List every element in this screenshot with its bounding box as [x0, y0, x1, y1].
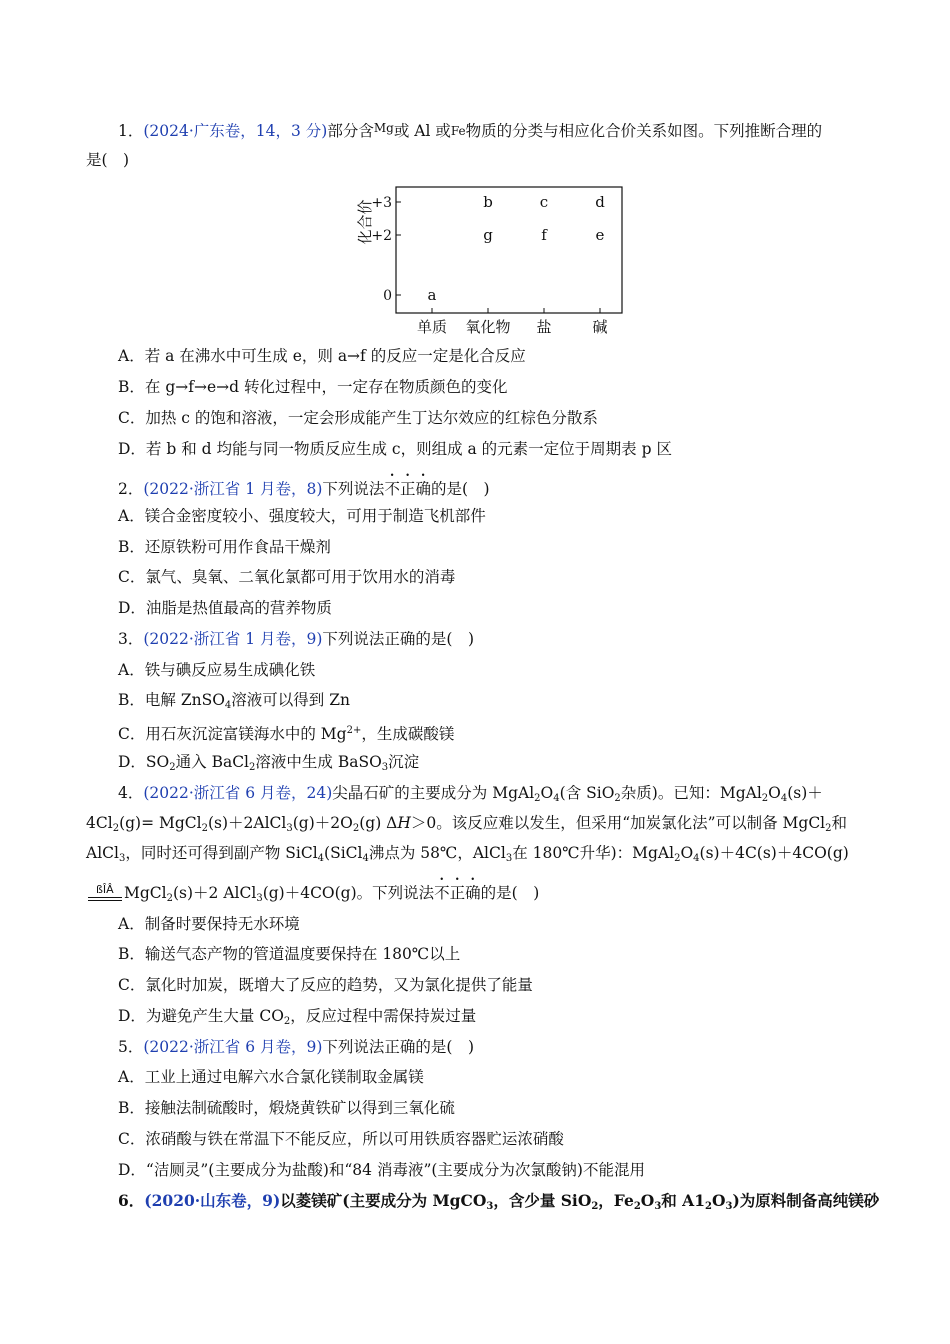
q4-stem-line3: AlCl$_3$，同时还可得到副产物 SiCl$_4$(SiCl$_4$沸点为 58℃，AlCl$_3$在 180℃升华)：$MgAl_2O_4(s)+4C(s)+4CO(g)$	[86, 844, 849, 864]
q2-option-b: B．还原铁粉可用作食品干燥剂	[118, 538, 331, 556]
q2-stem	[118, 471, 490, 499]
q5-source: (2022·浙江省 6 月卷，9)	[143, 1038, 323, 1056]
q1-text2: 或 Al 或	[393, 122, 451, 140]
chart-xtick-label: 氧化物	[465, 318, 511, 336]
q1-source: (2024·广东卷，14，3 分)	[143, 122, 328, 140]
q1-option-b: B．在 g→f→e→d 转化过程中，一定存在物质颜色的变化	[118, 378, 508, 396]
chart-xtick-label: 单质	[416, 318, 448, 336]
q1-option-d: D．若 b 和 d 均能与同一物质反应生成 c，则组成 a 的元素一定位于周期表 p 区	[118, 440, 672, 458]
q4-number: 4．	[118, 784, 144, 802]
q1-stem-cont: 是( )	[86, 151, 130, 169]
q3-source: (2022·浙江省 1 月卷，9)	[143, 630, 323, 648]
reaction-condition: ßÎÂ	[96, 883, 114, 896]
q4-stem-line2: $4Cl_2(g)=$ $MgCl_2(s)+2AlCl_3(g)+2O_2(g)$ ΔH＞0。该反应难以发生，但采用“加炭氯化法”可以制备 MgCl$_2$和	[86, 814, 848, 834]
q2-emphasis: 不正确	[384, 480, 431, 498]
q1-option-a: A．若 a 在沸水中可生成 e，则 a→f 的反应一定是化合反应	[118, 347, 526, 365]
chart-xtick-label: 碱	[592, 318, 608, 336]
q1-number: 1．	[118, 122, 144, 140]
q3-number: 3．	[118, 630, 144, 648]
q4-option-b: B．输送气态产物的管道温度要保持在 180℃以上	[118, 945, 461, 963]
q1-option-c: C．加热 c 的饱和溶液，一定会形成能产生丁达尔效应的红棕色分散系	[118, 409, 598, 427]
q5-number: 5．	[118, 1038, 144, 1056]
chart-point-b: b	[483, 193, 493, 211]
chart-ytick-label: +3	[371, 195, 392, 211]
q4-option-a: A．制备时要保持无水环境	[118, 915, 300, 933]
q1-fe: Fe	[450, 124, 466, 138]
q4-source: (2022·浙江省 6 月卷，24)	[143, 784, 333, 802]
q4-stem-line4: ßÎÂ MgCl$_2$(s)＋2 AlCl$_3$(g)＋4CO(g)。下列说法不正确的是( )	[88, 875, 539, 909]
chart-point-c: c	[539, 193, 549, 211]
chart-point-d: d	[595, 193, 605, 211]
q4-emphasis: 不正确	[434, 884, 481, 902]
q2-text: 下列说法	[322, 480, 385, 498]
q2-source: (2022·浙江省 1 月卷，8)	[143, 480, 323, 498]
q2-text2: 的是( )	[430, 480, 490, 498]
q2-number: 2．	[118, 480, 144, 498]
q3-stem	[118, 629, 474, 649]
q4-stem-line1: 4．(2022·浙江省 6 月卷，24)尖晶石矿的主要成分为 $MgAl_2O_4$(含 SiO$_2$杂质)。已知：$MgAl_2O_4(s)+$	[118, 784, 823, 804]
chart-point-f: f	[541, 226, 547, 244]
q2-option-a: A．镁合金密度较小、强度较大，可用于制造飞机部件	[118, 507, 486, 525]
q5-option-b: B．接触法制硫酸时，煅烧黄铁矿以得到三氧化硫	[118, 1099, 455, 1117]
chart-point-e: e	[595, 226, 605, 244]
q6-stem: 6．(2020·山东卷，9)以菱镁矿(主要成分为 MgCO$_3$，含少量 SiO$_2$，$Fe_2O_3$和 $A1_2O_3$)为原料制备高纯镁砂	[118, 1191, 880, 1212]
q6-source: (2020·山东卷，9)	[144, 1191, 281, 1210]
q1-text: 部分含	[327, 122, 374, 140]
q4-option-d: D．为避免产生大量 $CO_2$，反应过程中需保持炭过量	[118, 1007, 477, 1027]
q4-option-c: C．氯化时加炭，既增大了反应的趋势，又为氯化提供了能量	[118, 976, 533, 994]
q3-option-c: C．用石灰沉淀富镁海水中的 $Mg^{2+}$，生成碳酸镁	[118, 725, 455, 743]
q6-number: 6．	[118, 1191, 145, 1210]
q1-stem	[118, 118, 822, 141]
reaction-equals-sign	[88, 884, 124, 904]
chart-xtick-label: 盐	[536, 318, 552, 336]
chart-point-a: a	[427, 286, 437, 304]
q3-text: 下列说法正确的是( )	[322, 630, 475, 648]
chart-ytick-label: +2	[371, 228, 392, 244]
q2-option-d: D．油脂是热值最高的营养物质	[118, 599, 332, 617]
chart-ylabel-text: 化合价	[356, 199, 374, 245]
q5-stem	[118, 1037, 474, 1057]
valence-chart	[340, 180, 640, 340]
q1-text3: 物质的分类与相应化合价关系如图。下列推断合理的	[465, 122, 823, 140]
q5-text: 下列说法正确的是( )	[322, 1038, 475, 1056]
chart-ytick-label: 0	[383, 288, 392, 304]
q3-option-d: D．$SO_2$通入 BaCl$_2$溶液中生成 BaSO$_3$沉淀	[118, 753, 420, 773]
q5-option-c: C．浓硝酸与铁在常温下不能反应，所以可用铁质容器贮运浓硝酸	[118, 1130, 564, 1148]
q3-option-b: B．电解 ZnSO$_4$溶液可以得到 Zn	[118, 691, 350, 711]
q5-option-d: D．“洁厕灵”(主要成分为盐酸)和“84 消毒液”(主要成分为次氯酸钠)不能混用	[118, 1161, 645, 1179]
chart-point-g: g	[483, 226, 493, 244]
q5-option-a: A．工业上通过电解六水合氯化镁制取金属镁	[118, 1068, 424, 1086]
q1-mg: Mg	[373, 121, 394, 135]
q2-option-c: C．氯气、臭氧、二氧化氯都可用于饮用水的消毒	[118, 568, 456, 586]
q3-option-a: A．铁与碘反应易生成碘化铁	[118, 661, 316, 679]
